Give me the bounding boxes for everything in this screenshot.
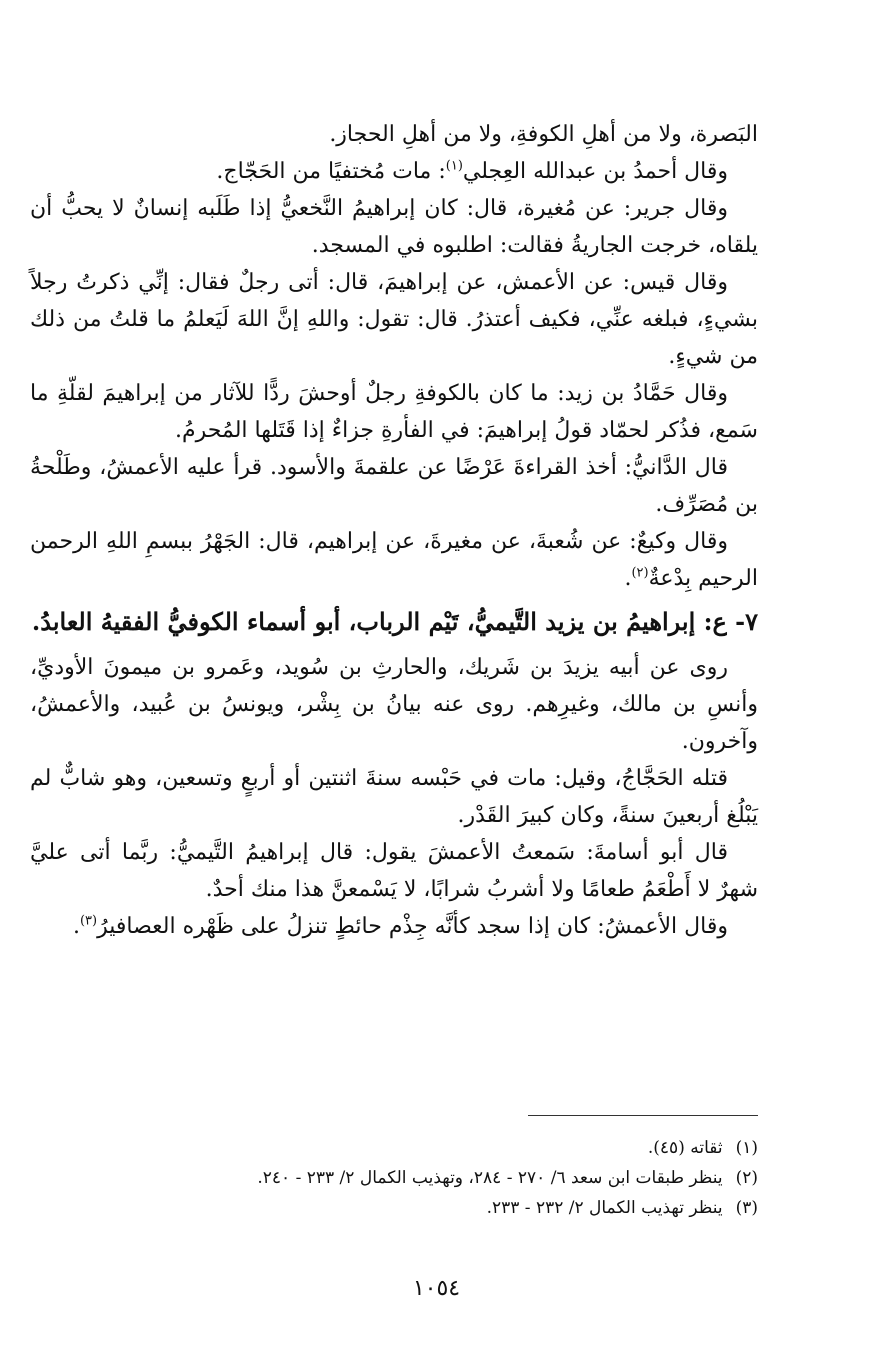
footnote-text: ينظر طبقات ابن سعد ٦/ ٢٧٠ - ٢٨٤، وتهذيب الكمال ٢/ ٢٣٣ - ٢٤٠. [257,1168,723,1188]
footnote-number: (١) [735,1138,758,1158]
entry-heading: ٧- ع: إبراهيمُ بن يزيد التَّيميُّ، تَيْم الرباب، أبو أسماء الكوفيُّ الفقيهُ العابدُ. [31,607,758,636]
footnote-2 [78,1163,758,1193]
footnotes [78,1133,758,1223]
footnote-ref-1[interactable]: (١) [445,158,463,174]
entry-paragraph-4: وقال الأعمشُ: كان إذا سجد كأنَّه جِذْم حائطٍ تنزلُ على ظَهْره العصافيرُ$^{(٣)}$. [72,913,728,939]
entry-paragraph-1: روى عن أبيه يزيدَ بن شَريك، والحارثِ بن سُويد، وعَمرو بن ميمونَ الأوديِّ، وأنسِ بن مالك، وغيرِهم. روى عنه بيانُ بن بِشْر، ويونسُ بن عُبيد، والأعمشُ، وآخرون. [30,655,758,754]
footnote-text: ينظر تهذيب الكمال ٢/ ٢٣٢ - ٢٣٣. [486,1198,723,1218]
footnote-divider [528,1115,758,1116]
paragraph-2: وقال أحمدُ بن عبدالله العِجلي$^{(١)}$: مات مُختفيًا من الحَجّاج. [216,158,728,184]
footnote-number: (٣) [735,1198,758,1218]
footnote-text: ثقاته (٤٥). [647,1138,723,1158]
paragraph-3: وقال جرير: عن مُغيرة، قال: كان إبراهيمُ النَّخعيُّ إذا طَلَبه إنسانٌ لا يحبُّ أن يلقاه، خرجت الجاريةُ فقالت: اطلبوه في المسجد. [30,196,758,258]
paragraph-5: وقال حَمَّادُ بن زيد: ما كان بالكوفةِ رجلٌ أوحشَ ردًّا للآثار من إبراهيمَ لقلّةِ ما سَمع، فذُكر لحمّاد قولُ إبراهيمَ: في الفأرةِ جزاءٌ إذا قَتَلها المُحرمُ. [30,381,758,443]
paragraph-6: قال الدَّانيُّ: أخذ القراءةَ عَرْضًا عن علقمةَ والأسود. قرأ عليه الأعمشُ، وطَلْحةُ بن مُصَرِّف. [30,455,758,517]
paragraph-7: وقال وكيعٌ: عن شُعبةَ، عن مغيرةَ، عن إبراهيم، قال: الجَهْرُ ببسمِ اللهِ الرحمن الرحيم بِدْعةٌ$^{(٢)}$. [30,529,758,591]
entry-paragraph-2: قتله الحَجَّاجُ، وقيل: مات في حَبْسه سنةَ اثنتين أو أربعٍ وتسعين، وهو شابٌّ لم يَبْلُغ أربعينَ سنةً، وكان كبيرَ القَدْر. [30,766,758,828]
main-text [30,116,758,945]
footnote-1 [78,1133,758,1163]
footnote-number: (٢) [735,1168,758,1188]
entry-paragraph-3: قال أبو أسامةَ: سَمعتُ الأعمشَ يقول: قال إبراهيمُ التَّيميُّ: ربَّما أتى عليَّ شهرٌ لا أَطْعَمُ طعامًا ولا أشربُ شرابًا، لا يَسْمعنَّ هذا منك أحدٌ. [30,840,758,902]
paragraph-4: وقال قيس: عن الأعمش، عن إبراهيمَ، قال: أتى رجلٌ فقال: إنِّي ذكرتُ رجلاً بشيءٍ، فبلغه عنِّي، فكيف أعتذرُ. قال: تقول: واللهِ إنَّ اللهَ لَيَعلمُ ما قلتُ من ذلك من شيءٍ. [30,270,758,369]
footnote-ref-3[interactable]: (٣) [79,913,98,929]
footnote-ref-2[interactable]: (٢) [631,565,649,581]
footnote-3 [78,1193,758,1223]
paragraph-1: البَصرة، ولا من أهلِ الكوفةِ، ولا من أهلِ الحجاز. [329,122,758,147]
page-number: ١٠٥٤ [412,1276,461,1301]
